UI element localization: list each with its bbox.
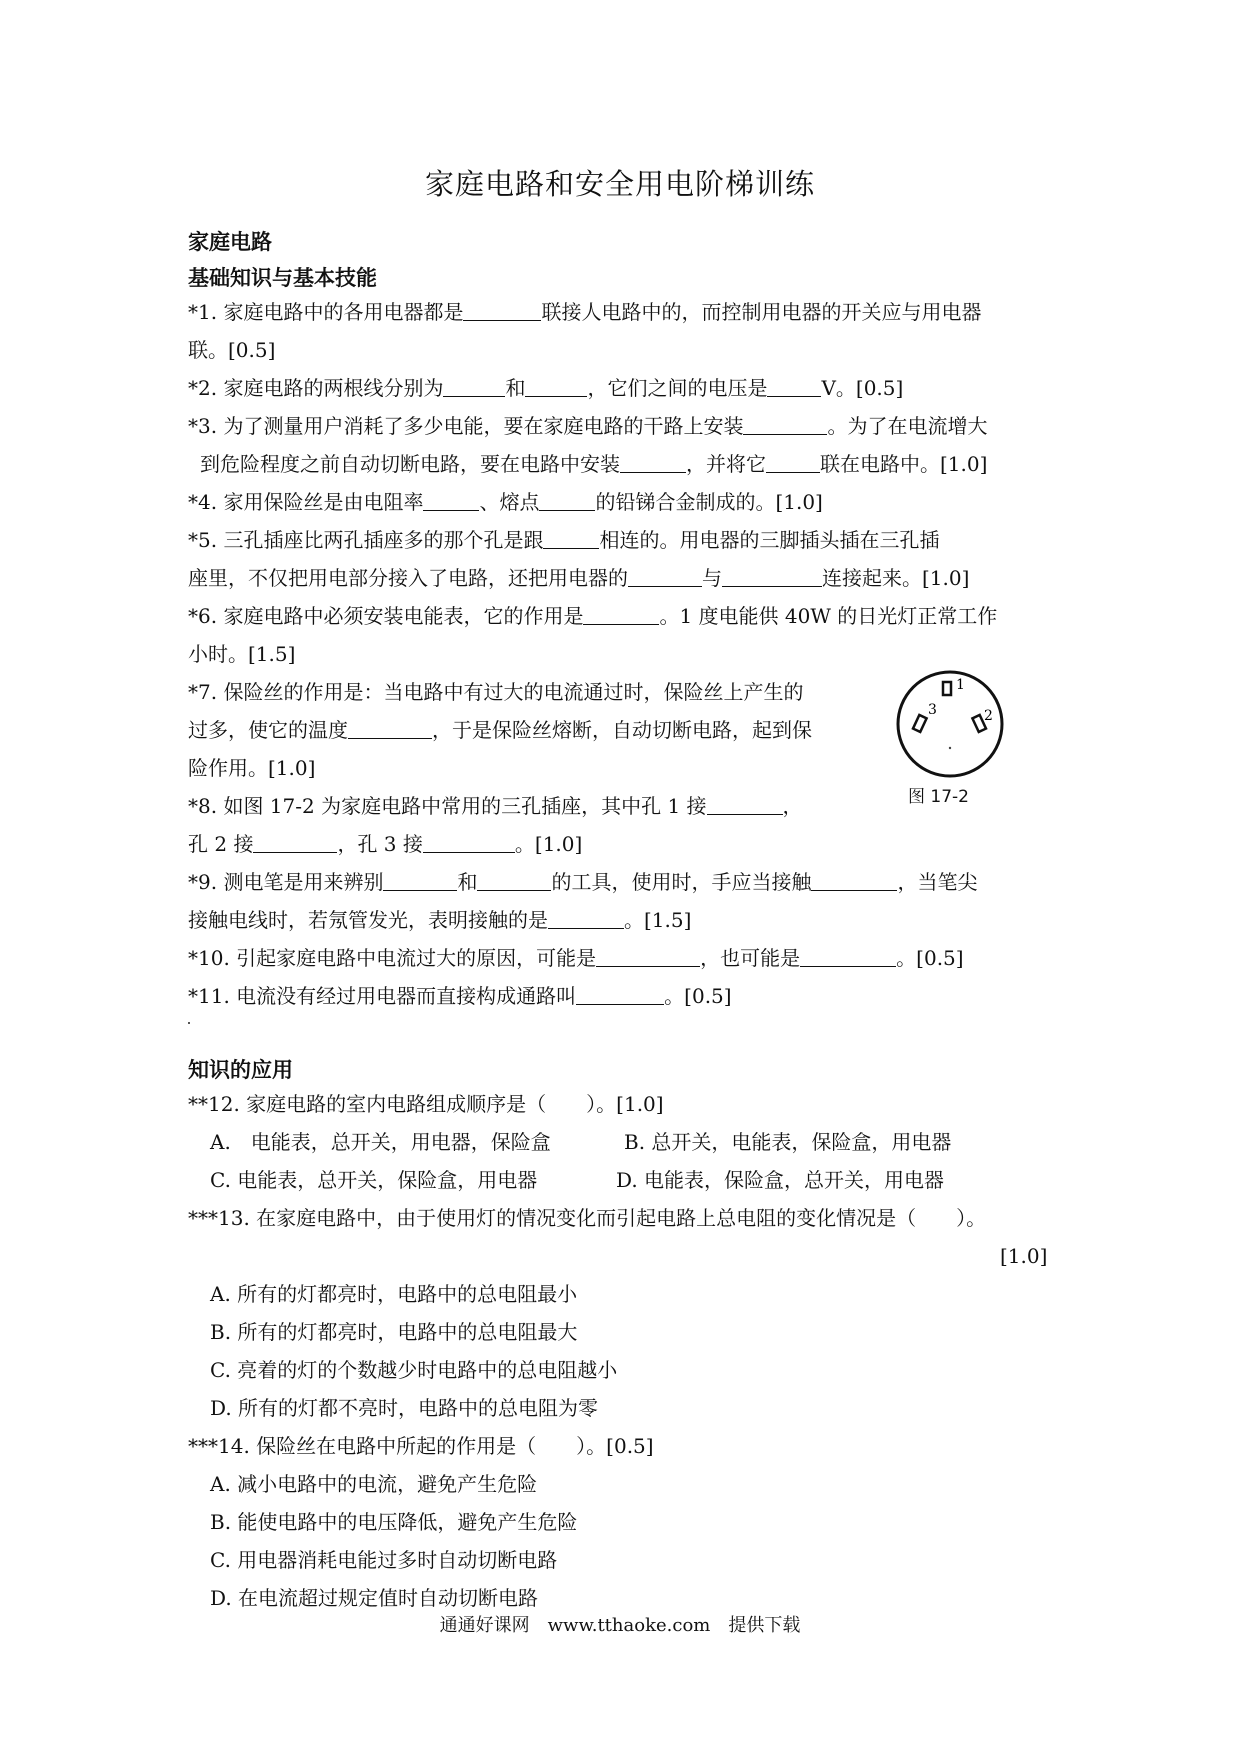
question-3-line-2: 到危险程度之前自动切断电路，要在电路中安装 ，并将它 联在电路中。[1.0] [200,452,988,476]
question-14-option-a[interactable]: A. 减小电路中的电流，避免产生危险 [210,1472,538,1496]
scan-speck [188,1022,190,1024]
question-6-line-2: 小时。[1.5] [188,642,296,666]
question-1-line-2: 联。[0.5] [188,338,276,362]
question-9-line-2: 接触电线时，若氖管发光，表明接触的是 。[1.5] [188,908,692,932]
question-12-stem: **12. 家庭电路的室内电路组成顺序是（ ）。[1.0] [188,1092,664,1116]
answer-blank[interactable] [543,528,599,549]
answer-blank[interactable] [767,376,821,397]
question-11: *11. 电流没有经过用电器而直接构成通路叫 。[0.5] [188,984,732,1008]
question-12-option-d[interactable]: D. 电能表，保险盒，总开关，用电器 [616,1168,945,1192]
question-13-option-a[interactable]: A. 所有的灯都亮时，电路中的总电阻最小 [210,1282,578,1306]
question-1-line-1: *1. 家庭电路中的各用电器都是 联接人电路中的，而控制用电器的开关应与用电器 [188,300,982,324]
socket-mark [949,747,951,749]
answer-blank[interactable] [423,490,479,511]
question-6-line-1: *6. 家庭电路中必须安装电能表，它的作用是 。1 度电能供 40W 的日光灯正常工作 [188,604,998,628]
question-14-option-d[interactable]: D. 在电流超过规定值时自动切断电路 [210,1586,539,1610]
answer-blank[interactable] [583,604,659,625]
answer-blank[interactable] [620,452,686,473]
question-7-line-3: 险作用。[1.0] [188,756,316,780]
question-8-line-1: *8. 如图 17-2 为家庭电路中常用的三孔插座，其中孔 1 接 ， [188,794,803,818]
question-13-option-c[interactable]: C. 亮着的灯的个数越少时电路中的总电阻越小 [210,1358,618,1382]
answer-blank[interactable] [463,300,541,321]
question-13-score: [1.0] [1000,1244,1048,1268]
answer-blank[interactable] [596,946,700,967]
answer-blank[interactable] [766,452,820,473]
question-7-line-1: *7. 保险丝的作用是：当电路中有过大的电流通过时，保险丝上产生的 [188,680,804,704]
page-footer: 通通好课网 www.tthaoke.com 提供下载 [439,1615,801,1636]
question-13-option-d[interactable]: D. 所有的灯都不亮时，电路中的总电阻为零 [210,1396,599,1420]
answer-blank[interactable] [548,908,624,929]
question-13-stem: ***13. 在家庭电路中，由于使用灯的情况变化而引起电路上总电阻的变化情况是（ ）。 [188,1206,987,1230]
question-13-option-b[interactable]: B. 所有的灯都亮时，电路中的总电阻最大 [210,1320,578,1344]
question-2: *2. 家庭电路的两根线分别为 和 ，它们之间的电压是 V。[0.5] [188,376,904,400]
answer-blank[interactable] [423,832,515,853]
answer-blank[interactable] [743,414,827,435]
hole-2-label: 2 [984,708,993,724]
question-12-option-a[interactable]: A. 电能表，总开关，用电器，保险盒 [210,1130,551,1154]
question-9-line-1: *9. 测电笔是用来辨别 和 的工具，使用时，手应当接触 ，当笔尖 [188,870,978,894]
answer-blank[interactable] [383,870,457,891]
socket-hole-1 [943,682,951,695]
question-10: *10. 引起家庭电路中电流过大的原因，可能是 ，也可能是 。[0.5] [188,946,964,970]
answer-blank[interactable] [477,870,551,891]
section-heading-basic: 基础知识与基本技能 [188,266,377,290]
answer-blank[interactable] [443,376,505,397]
answer-blank[interactable] [348,718,432,739]
answer-blank[interactable] [539,490,595,511]
question-8-line-2: 孔 2 接 ，孔 3 接 。[1.0] [188,832,583,856]
answer-blank[interactable] [707,794,783,815]
question-14-option-c[interactable]: C. 用电器消耗电能过多时自动切断电路 [210,1548,558,1572]
question-7-line-2: 过多，使它的温度 ，于是保险丝熔断，自动切断电路，起到保 [188,718,812,742]
question-12-option-c[interactable]: C. 电能表，总开关，保险盒，用电器 [210,1168,538,1192]
question-5-line-1: *5. 三孔插座比两孔插座多的那个孔是跟 相连的。用电器的三脚插头插在三孔插 [188,528,940,552]
question-3-line-1: *3. 为了测量用户消耗了多少电能，要在家庭电路的干路上安装 。为了在电流增大 [188,414,988,438]
three-hole-socket-figure [890,662,1010,782]
question-5-line-2: 座里，不仅把用电部分接入了电路，还把用电器的 与 连接起来。[1.0] [188,566,970,590]
answer-blank[interactable] [811,870,897,891]
section-heading-application: 知识的应用 [188,1058,293,1082]
answer-blank[interactable] [525,376,587,397]
question-14-option-b[interactable]: B. 能使电路中的电压降低，避免产生危险 [210,1510,578,1534]
answer-blank[interactable] [628,566,702,587]
hole-3-label: 3 [928,702,937,718]
question-4: *4. 家用保险丝是由电阻率 、熔点 的铅锑合金制成的。[1.0] [188,490,823,514]
hole-1-label: 1 [956,677,965,693]
question-14-stem: ***14. 保险丝在电路中所起的作用是（ ）。[0.5] [188,1434,654,1458]
answer-blank[interactable] [800,946,896,967]
section-heading-home-circuit: 家庭电路 [188,230,272,254]
answer-blank[interactable] [576,984,664,1005]
socket-hole-3 [913,715,927,732]
figure-caption: 图 17-2 [908,787,969,807]
answer-blank[interactable] [722,566,822,587]
answer-blank[interactable] [253,832,337,853]
question-12-option-b[interactable]: B. 总开关，电能表，保险盒，用电器 [624,1130,952,1154]
page-title: 家庭电路和安全用电阶梯训练 [424,167,815,201]
